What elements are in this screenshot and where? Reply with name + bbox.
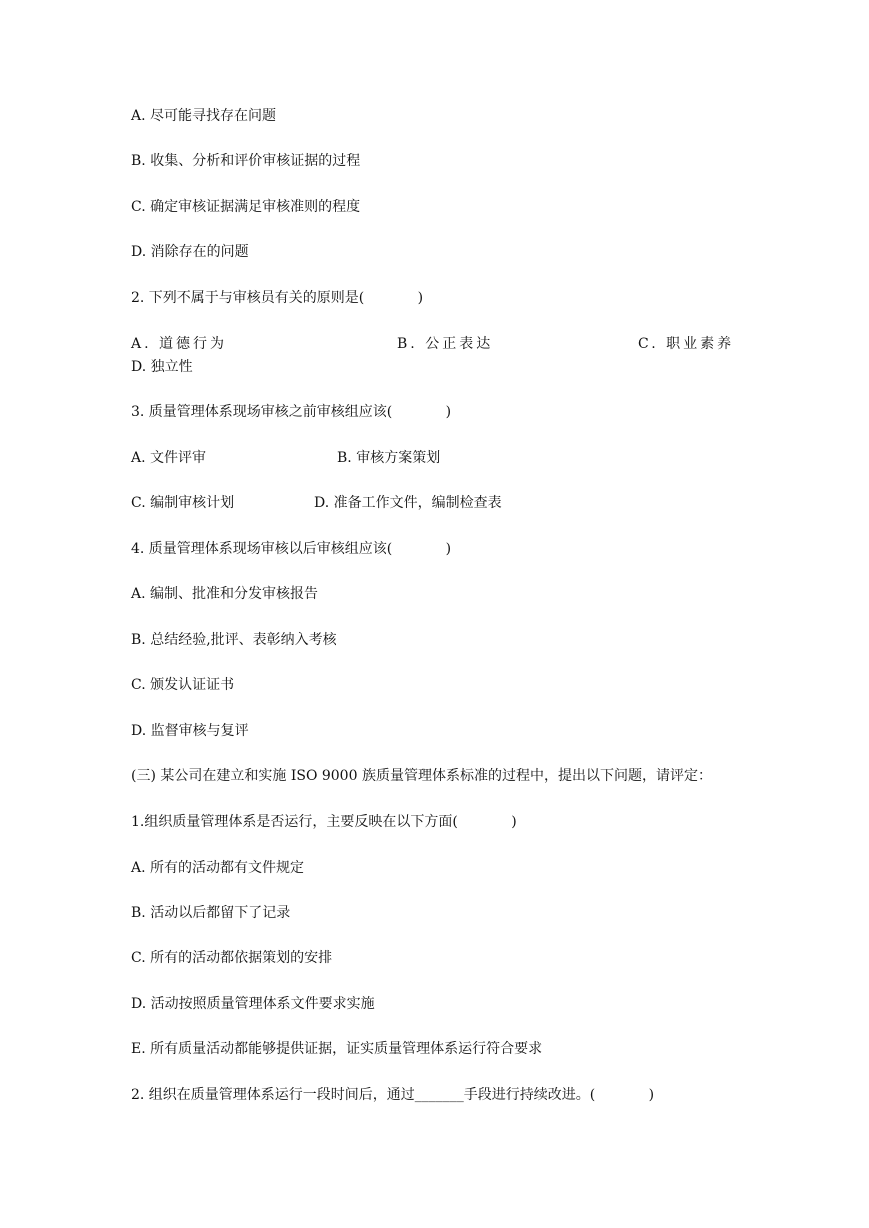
option-d-prepare-checklist: D. 准备工作文件，编制检查表: [314, 495, 502, 511]
option-a-document-review: A. 文件评审: [131, 450, 207, 466]
option-c-issue-certificate: C. 颁发认证证书: [131, 677, 235, 693]
option-b-collect-evidence: B. 收集、分析和评价审核证据的过程: [131, 153, 361, 169]
question-4-after-onsite-audit: 4. 质量管理体系现场审核以后审核组应该( ): [131, 541, 452, 557]
option-a-audit-report: A. 编制、批准和分发审核报告: [131, 586, 319, 602]
option-c-determine-criteria: C. 确定审核证据满足审核准则的程度: [131, 199, 361, 215]
option-a-ethical-conduct: A. 道德行为: [131, 336, 228, 352]
section-3-heading: (三) 某公司在建立和实施 ISO 9000 族质量管理体系标准的过程中，提出以下问题，请评定：: [131, 768, 712, 784]
option-b-summarize-experience: B. 总结经验,批评、表彰纳入考核: [131, 632, 337, 648]
option-c-prepare-audit-plan: C. 编制审核计划: [131, 495, 235, 511]
option-a-find-problems: A. 尽可能寻找存在问题: [131, 108, 277, 124]
question-2-auditor-principles: 2. 下列不属于与审核员有关的原则是( ): [131, 290, 424, 306]
option-a-documented-activities: A. 所有的活动都有文件规定: [131, 860, 305, 876]
option-b-records-kept: B. 活动以后都留下了记录: [131, 905, 291, 921]
option-c-professional-care: C. 职业素养: [638, 336, 735, 352]
option-b-fair-presentation: B. 公正表达: [397, 336, 494, 352]
question-3-before-onsite-audit: 3. 质量管理体系现场审核之前审核组应该( ): [131, 404, 452, 420]
option-d-surveillance-audit: D. 监督审核与复评: [131, 723, 249, 739]
option-d-follow-qms-documents: D. 活动按照质量管理体系文件要求实施: [131, 996, 375, 1012]
option-d-eliminate-problems: D. 消除存在的问题: [131, 244, 249, 260]
question-1-qms-operation: 1.组织质量管理体系是否运行，主要反映在以下方面( ): [131, 814, 517, 830]
option-c-planned-arrangements: C. 所有的活动都依据策划的安排: [131, 950, 333, 966]
option-d-independence: D. 独立性: [131, 359, 193, 375]
option-b-audit-program-planning: B. 审核方案策划: [337, 450, 441, 466]
option-e-provide-evidence: E. 所有质量活动都能够提供证据，证实质量管理体系运行符合要求: [131, 1041, 543, 1057]
question-2-continual-improvement: 2. 组织在质量管理体系运行一段时间后，通过_______手段进行持续改进。( ): [131, 1087, 655, 1103]
